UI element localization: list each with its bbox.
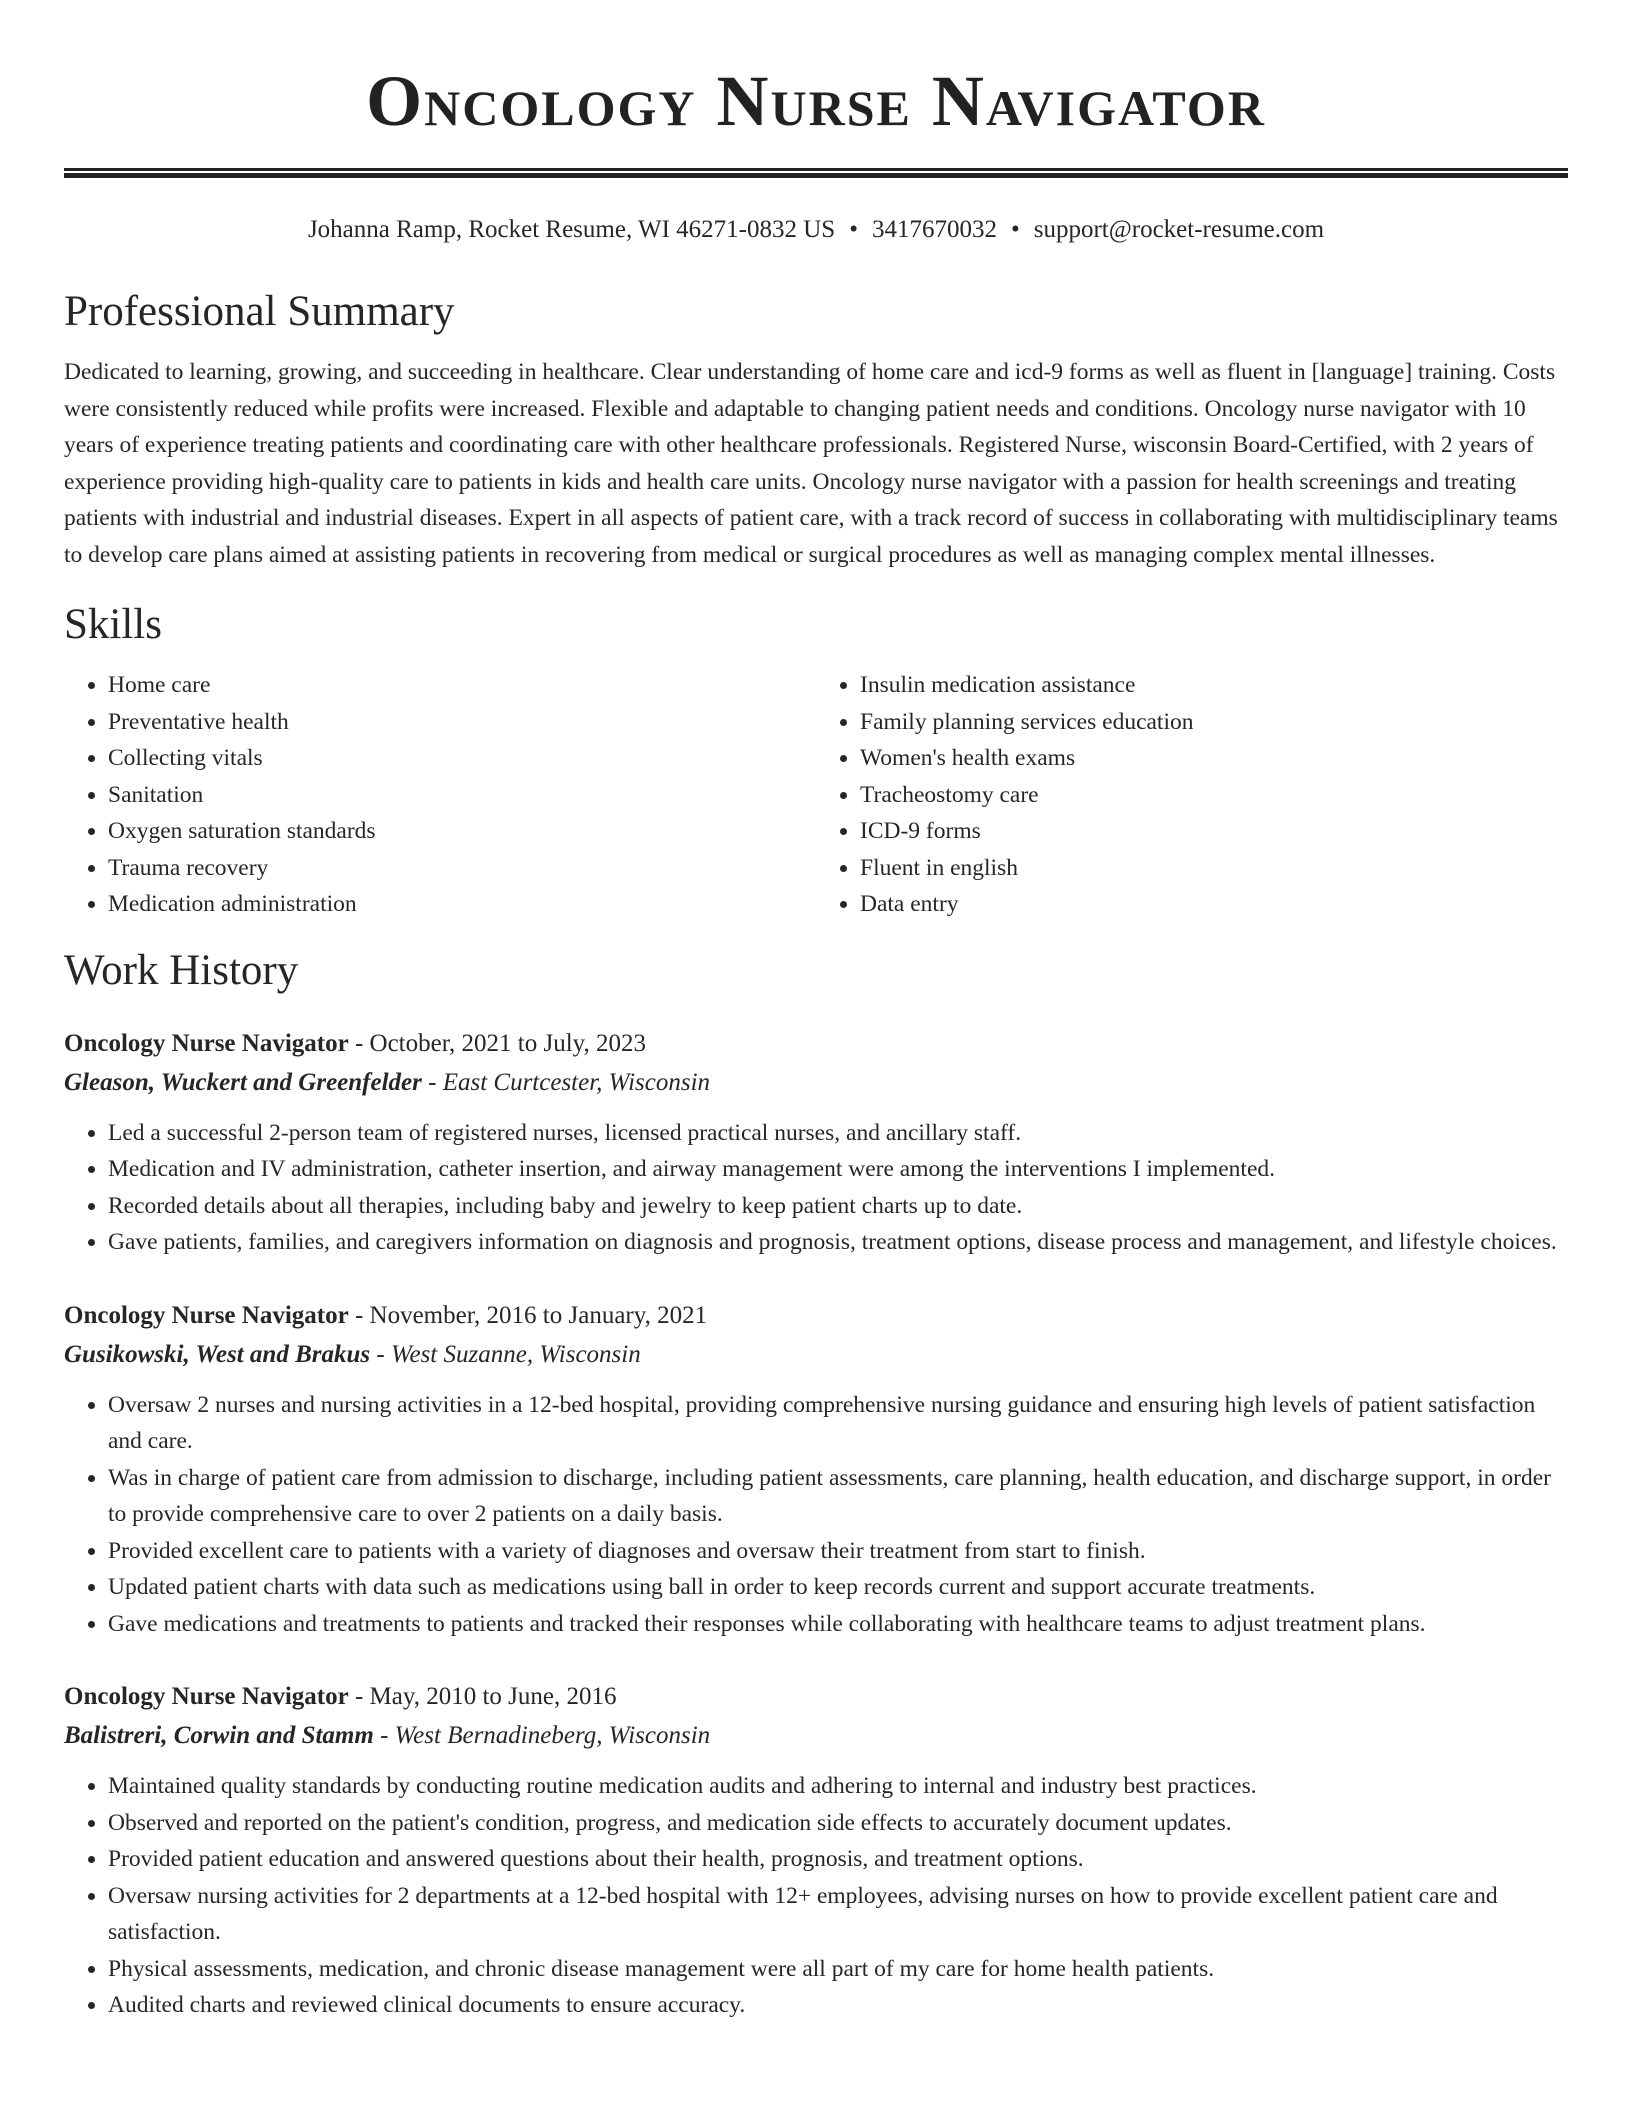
title-divider [64, 168, 1568, 178]
work-history-heading: Work History [64, 946, 299, 994]
skill-item: • Insulin medication assistance [860, 667, 1568, 704]
skill-item: • Medication administration [108, 886, 816, 923]
job-location: West Suzanne, Wisconsin [390, 1340, 641, 1368]
job-bullet: • Updated patient charts with data such as medications using ball in order to keep records current and support accurate treatments. [108, 1569, 1568, 1606]
skill-item: • Home care [108, 667, 816, 704]
job-dash: - [348, 1301, 370, 1329]
job-bullet: • Was in charge of patient care from admission to discharge, including patient assessments, care planning, health education, and discharge support, in order to provide comprehensive care to over 2 patients on a daily basis. [108, 1460, 1568, 1533]
job-bullet: • Gave medications and treatments to patients and tracked their responses while collaborating with healthcare teams to adjust treatment plans. [108, 1606, 1568, 1643]
job-title-line [64, 1297, 1568, 1335]
job-title-line [64, 1678, 1568, 1716]
job-bullets [64, 1768, 1568, 2024]
job-bullet: • Medication and IV administration, catheter insertion, and airway management were among the interventions I implemented. [108, 1151, 1568, 1188]
job-company-line [64, 1063, 1568, 1103]
skills-list-right [816, 667, 1568, 923]
skills-columns [64, 667, 1568, 923]
job-bullet: • Oversaw nursing activities for 2 departments at a 12-bed hospital with 12+ employees, advising nurses on how to provide excellent patient care and satisfaction. [108, 1878, 1568, 1951]
job-bullet: • Maintained quality standards by conducting routine medication audits and adhering to internal and industry best practices. [108, 1768, 1568, 1805]
job-entry [64, 1297, 1568, 1643]
job-company: Gusikowski, West and Brakus [64, 1340, 371, 1368]
job-bullet: • Gave patients, families, and caregivers information on diagnosis and prognosis, treatment options, disease process and management, and lifestyle choices. [108, 1224, 1568, 1261]
skill-item: • Family planning services education [860, 704, 1568, 741]
skill-item: • Data entry [860, 886, 1568, 923]
job-dates: November, 2016 to January, 2021 [369, 1301, 708, 1329]
job-title-line [64, 1025, 1568, 1063]
job-dash: - [373, 1722, 395, 1749]
job-bullet: • Recorded details about all therapies, including baby and jewelry to keep patient charts up to date. [108, 1188, 1568, 1225]
job-title: Oncology Nurse Navigator [64, 1683, 349, 1710]
skill-item: • Collecting vitals [108, 740, 816, 777]
job-location: West Bernadineberg, Wisconsin [394, 1722, 711, 1749]
job-dash: - [348, 1683, 370, 1710]
job-bullet: • Provided excellent care to patients with a variety of diagnoses and oversaw their treatment from start to finish. [108, 1533, 1568, 1570]
skill-item: • Preventative health [108, 704, 816, 741]
job-dates: May, 2010 to June, 2016 [369, 1683, 617, 1710]
job-bullets [64, 1387, 1568, 1643]
job-dash: - [348, 1029, 370, 1057]
summary-heading: Professional Summary [64, 288, 455, 335]
resume-title: Oncology Nurse Navigator [366, 61, 1266, 141]
skill-item: • Oxygen saturation standards [108, 813, 816, 850]
contact-name-address: Johanna Ramp, Rocket Resume, WI 46271-0832 US [307, 216, 836, 243]
job-bullet: • Physical assessments, medication, and chronic disease management were all part of my care for home health patients. [108, 1951, 1568, 1988]
job-company: Gleason, Wuckert and Greenfelder [64, 1068, 422, 1096]
contact-separator: • [849, 216, 858, 243]
skill-item: • Tracheostomy care [860, 777, 1568, 814]
skills-list-left [64, 667, 816, 923]
job-title: Oncology Nurse Navigator [64, 1029, 349, 1057]
skill-item: • Women's health exams [860, 740, 1568, 777]
job-company-line [64, 1335, 1568, 1375]
job-bullet: • Oversaw 2 nurses and nursing activities in a 12-bed hospital, providing comprehensive nursing guidance and ensuring high levels of patient satisfaction and care. [108, 1387, 1568, 1460]
job-location: East Curtcester, Wisconsin [442, 1068, 711, 1096]
contact-email: support@rocket-resume.com [1033, 216, 1325, 243]
job-bullet: • Provided patient education and answered questions about their health, prognosis, and treatment options. [108, 1841, 1568, 1878]
skill-item: • Fluent in english [860, 850, 1568, 887]
job-dash: - [370, 1340, 391, 1368]
job-title: Oncology Nurse Navigator [64, 1301, 349, 1329]
job-dash: - [421, 1068, 443, 1096]
job-bullet: • Led a successful 2-person team of registered nurses, licensed practical nurses, and ancillary staff. [108, 1115, 1568, 1152]
job-bullets [64, 1115, 1568, 1261]
skill-item: • ICD-9 forms [860, 813, 1568, 850]
contact-separator: • [1010, 216, 1020, 243]
skill-item: • Sanitation [108, 777, 816, 814]
job-company: Balistreri, Corwin and Stamm [64, 1722, 374, 1749]
skills-heading: Skills [64, 601, 162, 648]
summary-text: Dedicated to learning, growing, and succeeding in healthcare. Clear understanding of home care and icd-9 forms as well as fluent in [language] training. Costs were consistently reduced while profits were increased. Flexible and adaptable to changing patient needs and conditions. Oncology nurse navigator with 10 years of experience treating patients and coordinating care with other healthcare professionals. Registered Nurse, wisconsin Board-Certified, with 2 years of experience providing high-quality care to patients in kids and health care units. Oncology nurse navigator with a passion for health screenings and treating patients with industrial and industrial diseases. Expert in all aspects of patient care, with a track record of success in collaborating with multidisciplinary teams to develop care plans aimed at assisting patients in recovering from medical or surgical procedures as well as managing complex mental illnesses. [64, 359, 1558, 568]
skill-item: • Trauma recovery [108, 850, 816, 887]
job-bullet: • Observed and reported on the patient's condition, progress, and medication side effects to accurately document updates. [108, 1805, 1568, 1842]
job-entry [64, 1025, 1568, 1261]
job-bullet: • Audited charts and reviewed clinical documents to ensure accuracy. [108, 1987, 1568, 2024]
contact-phone: 3417670032 [871, 216, 997, 243]
job-dates: October, 2021 to July, 2023 [369, 1029, 647, 1057]
job-entry [64, 1678, 1568, 2024]
job-company-line [64, 1716, 1568, 1756]
contact-line [64, 214, 1568, 246]
